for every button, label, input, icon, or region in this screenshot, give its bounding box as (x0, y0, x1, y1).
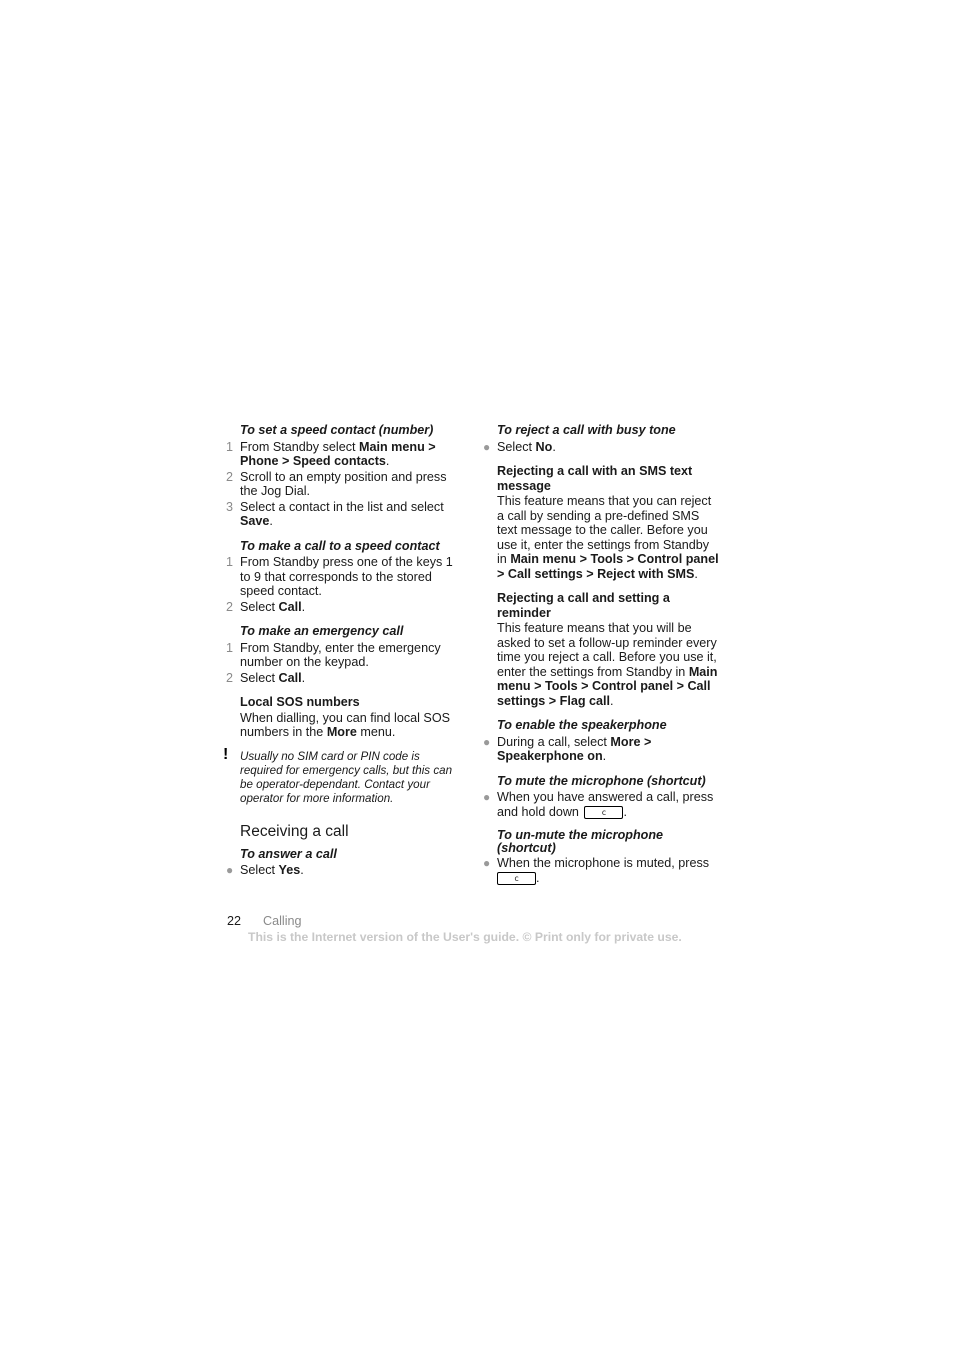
unmute-section (483, 828, 719, 885)
bullet-text: Select (240, 863, 279, 877)
step-item (226, 670, 462, 686)
bullet-item (483, 790, 719, 819)
step-text: From Standby press one of the keys 1 to 9 that corresponds to the stored speed contact. (240, 555, 453, 598)
paragraph-text: This feature means that you will be asked to set a follow-up reminder every time you reject a call. Before you use it, enter the settings from Standby in (497, 621, 717, 679)
menu-option: Save (240, 514, 270, 528)
step-item (226, 640, 462, 670)
step-number: 2 (226, 599, 234, 614)
speakerphone-section (483, 718, 719, 764)
exclamation-icon: ! (223, 745, 229, 763)
section-title: To answer a call (240, 846, 337, 861)
paragraph (497, 494, 719, 581)
bullet-text: . (536, 870, 540, 885)
emergency-section (226, 624, 462, 685)
bullet-item (483, 439, 719, 455)
page-number: 22 (227, 914, 242, 928)
bullet-text: . (602, 749, 607, 763)
bullet-icon: ● (226, 863, 234, 877)
menu-option: Call (278, 599, 302, 614)
bullet-icon: ● (483, 734, 491, 749)
paragraph-text: This feature means that you can reject a call by sending a pre-defined SMS text message to the caller. Before you use it, enter the settings from Standby in (497, 494, 712, 566)
bullet-text: During a call, select (497, 734, 611, 749)
menu-option: More (326, 725, 357, 739)
c-key-icon: c (584, 806, 623, 819)
warning-note (223, 745, 462, 806)
right-column (483, 423, 719, 895)
sms-reject-section (497, 464, 719, 581)
bullet-text: When the microphone is muted, press (497, 856, 710, 870)
step-text: Select a contact in the list and select (240, 499, 444, 514)
step-number: 2 (226, 469, 234, 484)
internet-version-notice: This is the Internet version of the User's guide. © Print only for private use. (248, 930, 682, 944)
bullet-item (483, 734, 719, 764)
menu-path: Main menu > Phone > Speed contacts (240, 439, 436, 468)
section-title: To set a speed contact (number) (240, 423, 434, 437)
bullet-text: Select (497, 439, 536, 454)
step-text: Select (240, 670, 279, 685)
section-title: To un-mute the microphone (shortcut) (497, 828, 664, 855)
paragraph (497, 621, 719, 708)
c-key-icon: c (497, 872, 536, 885)
paragraph-text: When dialling, you can find local SOS numbers in the (240, 710, 451, 739)
bullet-text: . (552, 439, 556, 454)
paragraph-text: menu. (356, 725, 396, 739)
step-item (226, 499, 462, 529)
step-item (226, 555, 462, 599)
step-text: Select (240, 599, 279, 614)
step-text: From Standby select (240, 439, 359, 454)
step-item (226, 599, 462, 615)
receiving-heading: Receiving a call (240, 822, 349, 840)
sos-section (240, 695, 462, 740)
step-number: 3 (226, 499, 234, 514)
step-text: . (385, 454, 390, 468)
step-text: From Standby, enter the emergency number on the keypad. (240, 640, 441, 669)
speed-call-section (226, 538, 462, 615)
section-title: Rejecting a call with an SMS text message (497, 464, 693, 493)
menu-path: Main menu > Tools > Control panel > Call settings > Reject with SMS (497, 552, 719, 581)
paragraph-text: . (694, 566, 698, 581)
menu-path: Main menu > Tools > Control panel > Call settings > Flag call (497, 664, 718, 708)
bullet-item (226, 863, 462, 878)
speed-number-section (226, 423, 462, 529)
paragraph-text: . (610, 693, 614, 708)
section-title: To make a call to a speed contact (240, 538, 440, 553)
mute-section (483, 773, 719, 820)
section-name: Calling (263, 914, 302, 928)
step-text: Scroll to an empty position and press the Jog Dial. (240, 469, 447, 498)
step-number: 1 (226, 555, 234, 569)
menu-path: More > Speakerphone on (497, 734, 652, 763)
busy-section (483, 423, 719, 454)
section-title: To reject a call with busy tone (497, 423, 676, 437)
section-title: To mute the microphone (shortcut) (497, 773, 706, 788)
bullet-text: . (623, 804, 627, 819)
step-number: 1 (226, 439, 234, 454)
answer-section (226, 846, 462, 878)
note-text: Usually no SIM card or PIN code is required for emergency calls, but this can be operator-dependant. Contact your operator for more information. (240, 749, 453, 805)
menu-option: Call (278, 670, 302, 685)
bullet-text: When you have answered a call, press and hold down (497, 790, 714, 819)
menu-option: Yes (278, 863, 301, 877)
section-title: To make an emergency call (240, 624, 404, 638)
step-number: 1 (226, 640, 234, 655)
section-title: Rejecting a call and setting a reminder (497, 591, 670, 620)
paragraph (240, 711, 462, 740)
section-title: To enable the speakerphone (497, 718, 667, 732)
bullet-text: . (300, 863, 304, 877)
step-text: . (301, 599, 306, 614)
menu-option: No (535, 439, 553, 454)
step-text: . (269, 514, 273, 528)
left-column (223, 423, 462, 888)
bullet-icon: ● (483, 439, 491, 454)
section-title: Local SOS numbers (240, 695, 360, 709)
bullet-icon: ● (483, 856, 491, 870)
bullet-icon: ● (483, 790, 491, 804)
step-text: . (301, 670, 306, 685)
reminder-section (497, 591, 719, 708)
step-number: 2 (226, 670, 234, 685)
step-item (226, 469, 462, 499)
step-item (226, 439, 462, 469)
bullet-item (483, 856, 719, 885)
